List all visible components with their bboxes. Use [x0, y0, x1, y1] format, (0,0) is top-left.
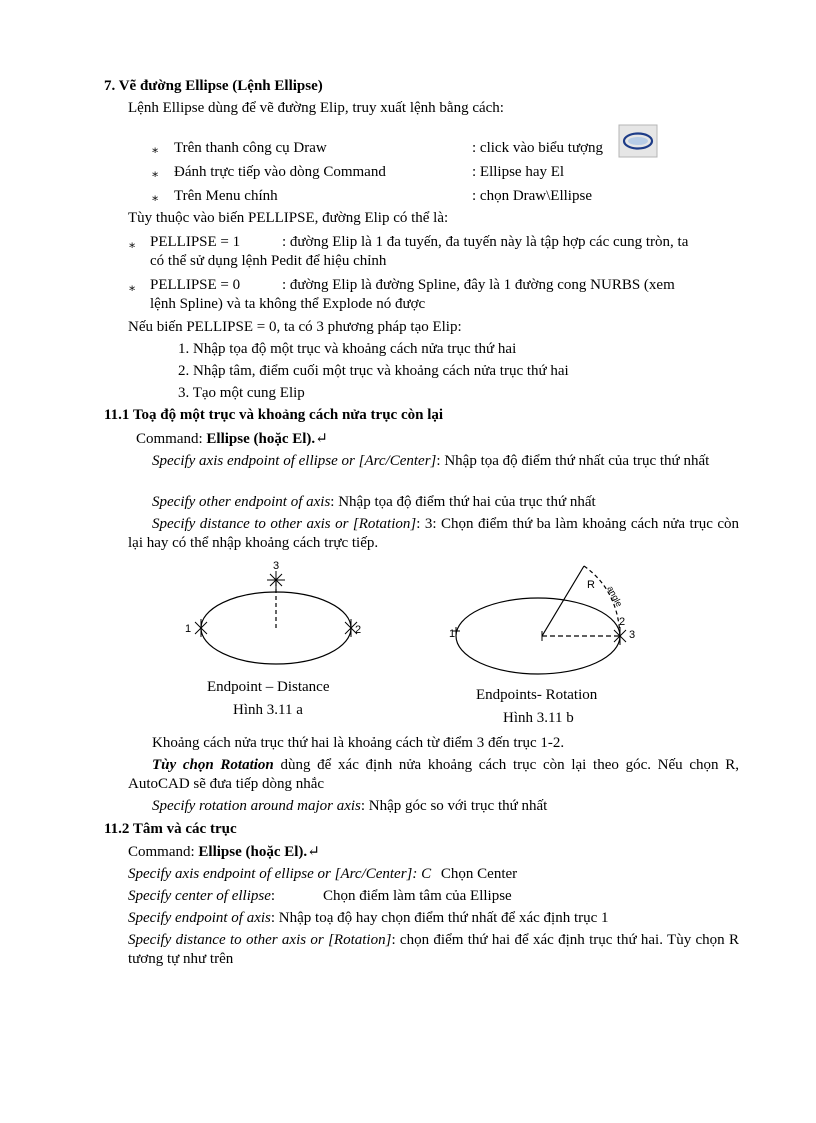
point-label-1: 1 — [449, 628, 456, 640]
method-item: 1. Nhập tọa độ một trục và khoảng cách nửa trục thứ hai — [178, 341, 517, 357]
command-name: Ellipse (hoặc El). — [198, 844, 308, 860]
point-label-3: 3 — [629, 629, 636, 641]
command-prefix: Command: — [128, 844, 199, 860]
prompt-distance-other-axis — [128, 515, 739, 553]
prompt-colon: : — [270, 888, 276, 904]
prompt-text: : Nhập góc so với trục thứ nhất — [360, 798, 548, 814]
pellipse-0-text: : đường Elip là đường Spline, đây là 1 đường cong NURBS (xem — [282, 277, 675, 293]
prompt-endpoint-of-axis — [128, 909, 609, 927]
ellipse-shape — [456, 598, 620, 674]
command-prefix: Command: — [136, 431, 207, 447]
methods-intro: Nếu biến PELLIPSE = 0, ta có 3 phương pháp tạo Elip: — [128, 319, 462, 335]
prompt-text: : 3: Chọn điểm thứ ba làm khoảng cách nửa trục còn lại hay có thể nhập khoảng cách trực tiếp. — [128, 516, 739, 551]
access-method-label: Trên thanh công cụ Draw — [174, 140, 327, 156]
pellipse-1-continuation: có thể sử dụng lệnh Pedit để hiệu chỉnh — [150, 253, 387, 269]
prompt-text: : Nhập tọa độ điểm thứ hai của trục thứ nhất — [330, 494, 596, 510]
prompt-distance-other-axis-2 — [128, 931, 739, 969]
prompt-italic: Specify distance to other axis or [Rotation] — [152, 516, 417, 532]
command-name: Ellipse (hoặc El). — [206, 431, 316, 447]
method-item: 3. Tạo một cung Elip — [178, 385, 305, 401]
pellipse-1-label: PELLIPSE = 1 — [150, 234, 241, 250]
pellipse-intro: Tùy thuộc vào biến PELLIPSE, đường Elip có thể là: — [128, 210, 449, 226]
section-7-intro: Lệnh Ellipse dùng để vẽ đường Elip, truy xuất lệnh bằng cách: — [128, 100, 504, 116]
figure-a-number: Hình 3.11 a — [233, 702, 303, 718]
section-11-1-heading: 11.1 Toạ độ một trục và khoảng cách nửa trục còn lại — [104, 407, 444, 423]
figure-3-11-a — [176, 556, 376, 678]
prompt-axis-endpoint — [128, 452, 739, 471]
radius-line — [542, 566, 584, 636]
enter-icon: ↵ — [307, 844, 320, 860]
prompt-center-text: Chọn điểm làm tâm của Ellipse — [323, 888, 512, 904]
figure-b-number: Hình 3.11 b — [503, 710, 574, 726]
prompt-italic: Specify center of ellipse — [128, 888, 271, 904]
prompt-text: : Nhập tọa độ điểm thứ nhất của trục thứ nhất — [436, 453, 710, 469]
radius-label: R — [587, 579, 595, 591]
access-method-label: Đánh trực tiếp vào dòng Command — [174, 164, 386, 180]
bullet-star-icon: ∗ — [128, 238, 137, 252]
section-11-2-heading: 11.2 Tâm và các trục — [104, 821, 237, 837]
rotation-option-label: Tùy chọn Rotation — [152, 757, 274, 773]
enter-icon: ↵ — [315, 431, 328, 447]
point-label-1: 1 — [185, 623, 192, 635]
prompt-other-endpoint — [152, 493, 596, 511]
prompt-italic: Specify axis endpoint of ellipse or [Arc/Center] — [152, 453, 437, 469]
ellipse-tool-icon — [618, 124, 658, 158]
figure-3-11-b — [440, 550, 650, 685]
section-7-heading: 7. Vẽ đường Ellipse (Lệnh Ellipse) — [104, 78, 323, 94]
bullet-star-icon: ∗ — [128, 281, 137, 295]
pellipse-1-text: : đường Elip là 1 đa tuyến, đa tuyến này là tập hợp các cung tròn, ta — [282, 234, 689, 250]
prompt-italic: Specify distance to other axis or [Rotation] — [128, 932, 392, 948]
point-3-marker — [267, 571, 285, 589]
prompt-italic: Specify axis endpoint of ellipse or [Arc/Center]: C — [128, 866, 432, 882]
prompt-rotation — [152, 797, 547, 815]
angle-label: angle — [605, 584, 625, 609]
rotation-option-text: dùng để xác định nửa khoảng cách trục còn lại theo góc. Nếu chọn R, AutoCAD sẽ đưa tiếp dòng nhắc — [128, 757, 739, 792]
point-label-2: 2 — [619, 616, 626, 628]
prompt-center-option — [128, 865, 517, 883]
figure-a-caption: Endpoint – Distance — [207, 679, 330, 695]
prompt-center-of-ellipse — [128, 887, 275, 905]
bullet-star-icon: ∗ — [151, 167, 160, 181]
command-line-11-1 — [136, 430, 328, 448]
prompt-italic: Specify other endpoint of axis — [152, 494, 331, 510]
command-line-11-2 — [128, 843, 320, 861]
pellipse-0-label: PELLIPSE = 0 — [150, 277, 241, 293]
point-1-marker — [195, 619, 207, 637]
access-method-value: : chọn Draw\Ellipse — [472, 188, 592, 204]
access-method-value: : click vào biểu tượng — [472, 140, 604, 156]
access-method-label: Trên Menu chính — [174, 188, 278, 204]
pellipse-0-continuation: lệnh Spline) và ta không thể Explode nó được — [150, 296, 426, 312]
prompt-text: : Nhập toạ độ hay chọn điểm thứ nhất để xác định trục 1 — [270, 910, 609, 926]
prompt-italic: Specify rotation around major axis — [152, 798, 361, 814]
figure-b-caption: Endpoints- Rotation — [476, 687, 598, 703]
point-label-3: 3 — [273, 560, 280, 572]
point-label-2: 2 — [355, 624, 362, 636]
half-axis-explanation: Khoảng cách nửa trục thứ hai là khoảng cách từ điểm 3 đến trục 1-2. — [152, 735, 565, 751]
prompt-text: Chọn Center — [440, 866, 518, 882]
access-method-value: : Ellipse hay El — [472, 164, 565, 180]
rotation-option-paragraph — [128, 756, 739, 794]
bullet-star-icon: ∗ — [151, 143, 160, 157]
bullet-star-icon: ∗ — [151, 191, 160, 205]
method-item: 2. Nhập tâm, điểm cuối một trục và khoảng cách nửa trục thứ hai — [178, 363, 569, 379]
prompt-italic: Specify endpoint of axis — [128, 910, 271, 926]
prompt-text: : chọn điểm thứ hai để xác định trục thứ hai. Tùy chọn R tương tự như trên — [128, 932, 740, 967]
